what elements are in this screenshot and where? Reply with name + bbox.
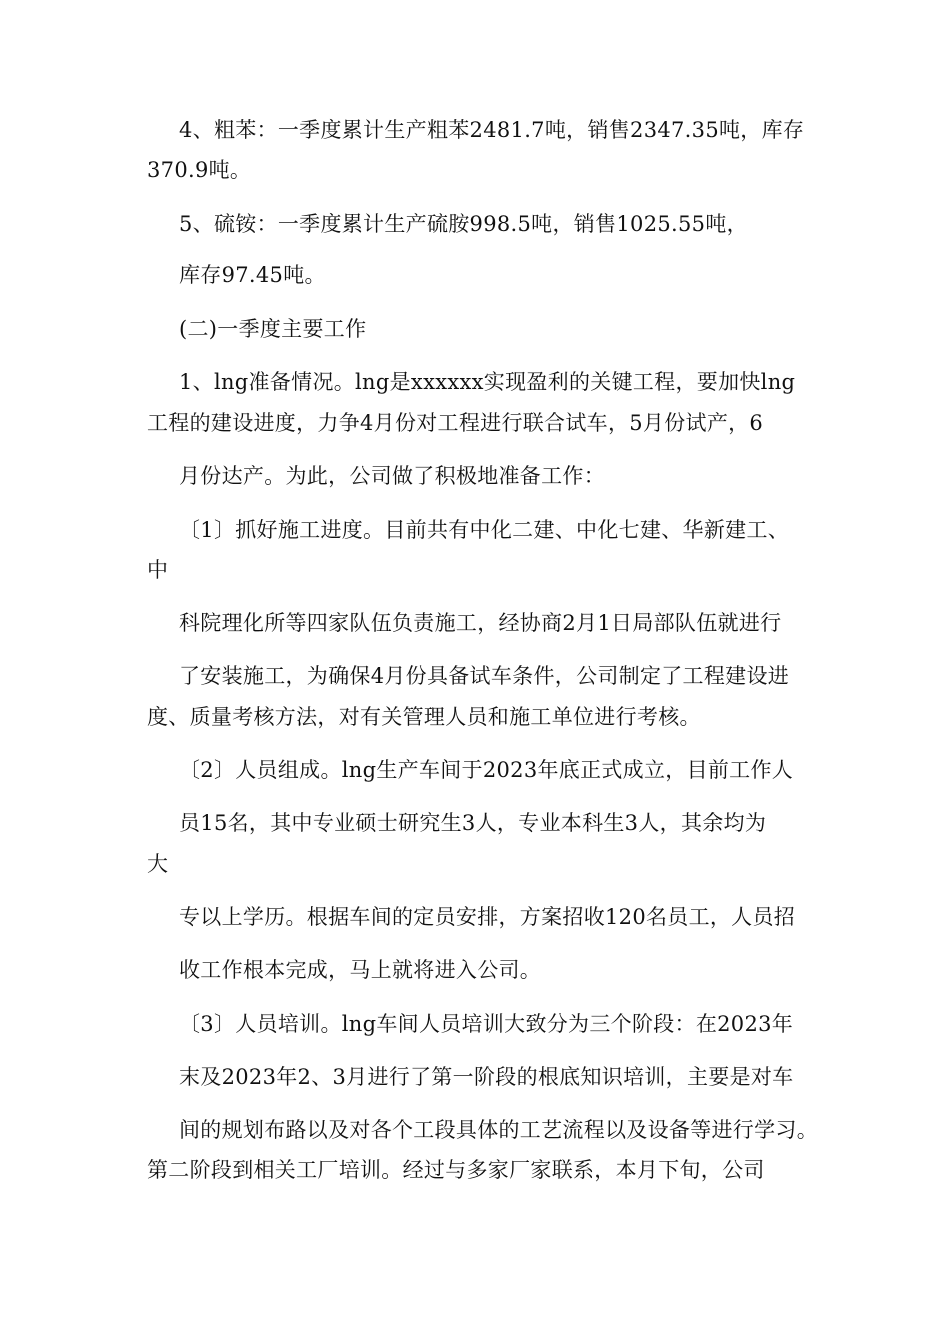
text-line: 370.9吨。 — [147, 158, 252, 182]
text-line: 〔2〕人员组成。lng生产车间于2023年底正式成立，目前工作人 — [179, 758, 794, 782]
text-line: 月份达产。为此，公司做了积极地准备工作： — [179, 464, 605, 488]
text-line: 5、硫铵：一季度累计生产硫胺998.5吨，销售1025.55吨， — [179, 212, 748, 236]
text-line: 库存97.45吨。 — [179, 263, 326, 287]
text-line: 〔1〕抓好施工进度。目前共有中化二建、中化七建、华新建工、 — [179, 518, 790, 542]
text-line: 度、质量考核方法，对有关管理人员和施工单位进行考核。 — [147, 705, 701, 729]
text-line: 4、粗苯：一季度累计生产粗苯2481.7吨，销售2347.35吨，库存 — [179, 118, 805, 142]
text-line: 收工作根本完成，马上就将进入公司。 — [179, 958, 542, 982]
text-line: 大 — [147, 852, 169, 876]
text-line: 〔3〕人员培训。lng车间人员培训大致分为三个阶段：在2023年 — [179, 1012, 794, 1036]
text-line: 员15名，其中专业硕士研究生3人，专业本科生3人，其余均为 — [179, 811, 767, 835]
text-line: 末及2023年2、3月进行了第一阶段的根底知识培训，主要是对车 — [179, 1065, 794, 1089]
text-line: 工程的建设进度，力争4月份对工程进行联合试车，5月份试产，6 — [147, 411, 764, 435]
text-line: 1、lng准备情况。lng是xxxxxx实现盈利的关键工程，要加快lng — [179, 370, 796, 394]
text-line: 专以上学历。根据车间的定员安排，方案招收120名员工，人员招 — [179, 905, 796, 929]
text-line: 了安装施工，为确保4月份具备试车条件，公司制定了工程建设进 — [179, 664, 790, 688]
text-line: 第二阶段到相关工厂培训。经过与多家厂家联系，本月下旬，公司 — [147, 1158, 765, 1182]
text-line: 科院理化所等四家队伍负责施工，经协商2月1日局部队伍就进行 — [179, 611, 782, 635]
section-heading: (二)一季度主要工作 — [179, 317, 367, 341]
text-line: 中 — [147, 558, 169, 582]
text-line: 间的规划布路以及对各个工段具体的工艺流程以及设备等进行学习。 — [179, 1118, 818, 1142]
